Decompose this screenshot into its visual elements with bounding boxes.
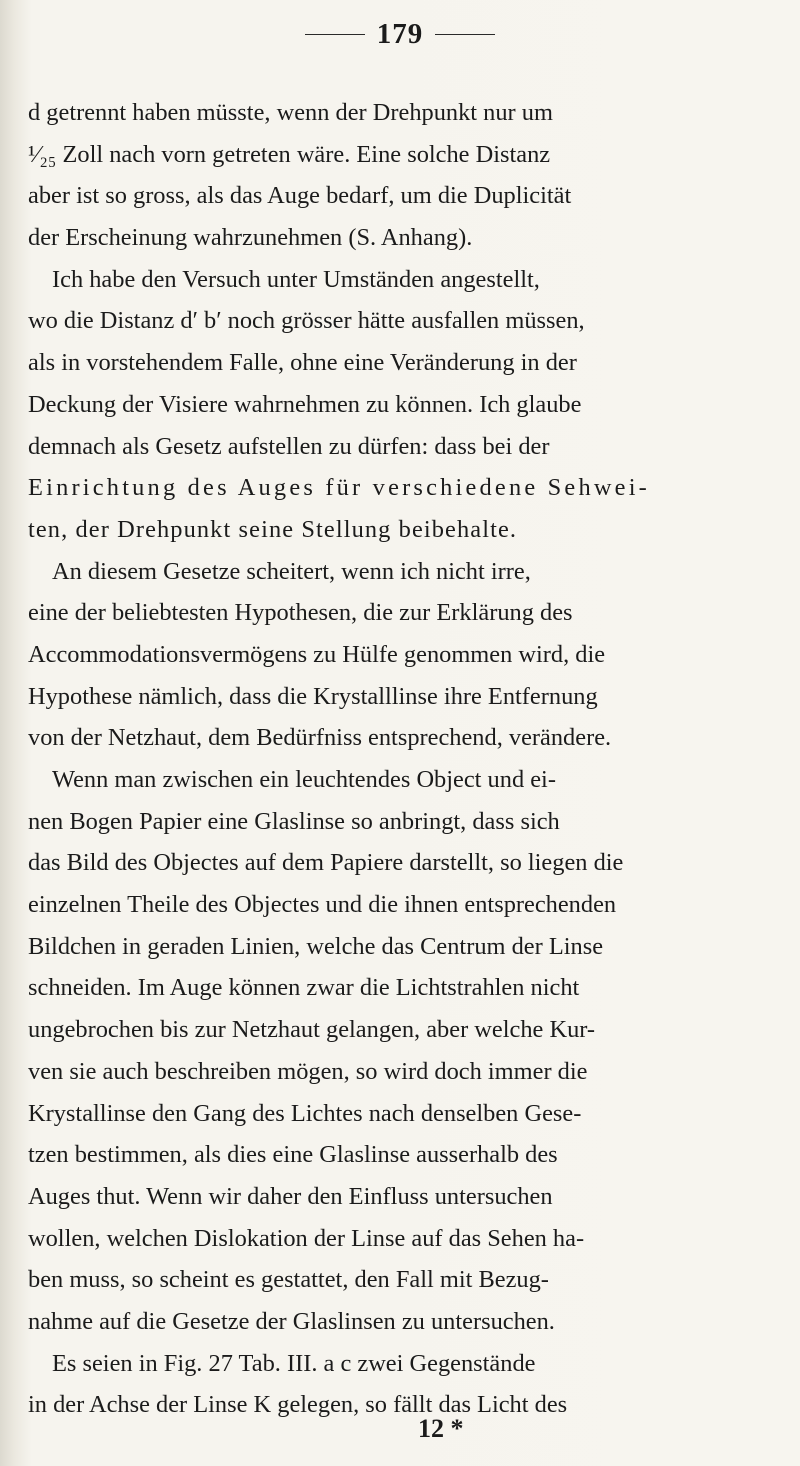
text-line-8: Deckung der Visiere wahrnehmen zu können. Ich glaube: [28, 390, 582, 418]
text-line-28: wollen, welchen Dislokation der Linse auf das Sehen ha-: [28, 1224, 585, 1252]
text-line-23: ungebrochen bis zur Netzhaut gelangen, aber welche Kur-: [28, 1016, 596, 1044]
text-line-22: schneiden. Im Auge können zwar die Lichtstrahlen nicht: [28, 974, 580, 1002]
text-line-1: d getrennt haben müsste, wenn der Drehpunkt nur um: [28, 99, 553, 126]
page-number: 179: [376, 17, 424, 50]
text-line-31: Es seien in Fig. 27 Tab. III. a c zwei Gegenstände: [52, 1349, 536, 1377]
page-header: [0, 14, 800, 54]
text-line-17: Wenn man zwischen ein leuchtendes Object und ei-: [52, 766, 556, 793]
text-line-26: tzen bestimmen, als dies eine Glaslinse ausserhalb des: [28, 1141, 558, 1169]
text-line-19: das Bild des Objectes auf dem Papiere darstellt, so liegen die: [28, 849, 624, 877]
text-line-14: Accommodationsvermögens zu Hülfe genommen wird, die: [28, 640, 606, 668]
text-line-7: als in vorstehendem Falle, ohne eine Veränderung in der: [28, 349, 577, 377]
signature-mark: 12 *: [418, 1414, 464, 1443]
text-line-20: einzelnen Theile des Objectes und die ihnen entsprechenden: [28, 891, 617, 919]
text-line-18: nen Bogen Papier eine Glaslinse so anbringt, dass sich: [28, 807, 560, 835]
text-line-12: An diesem Gesetze scheitert, wenn ich nicht irre,: [52, 557, 531, 585]
body-text: [28, 92, 728, 1426]
text-line-9: demnach als Gesetz aufstellen zu dürfen: dass bei der: [28, 432, 550, 460]
header-rule-left: [305, 34, 365, 35]
text-line-13: eine der beliebtesten Hypothesen, die zur Erklärung des: [28, 599, 573, 627]
text-line-32: in der Achse der Linse K gelegen, so fällt das Licht des: [28, 1391, 568, 1419]
text-line-15: Hypothese nämlich, dass die Krystalllinse ihre Entfernung: [28, 682, 598, 710]
text-line-16: von der Netzhaut, dem Bedürfniss entsprechend, verändere.: [28, 724, 612, 752]
header-rule-right: [435, 34, 495, 35]
text-line-10: Einrichtung des Auges für verschiedene Sehwei-: [28, 474, 650, 502]
text-line-2: ¹⁄₂₅ Zoll nach vorn getreten wäre. Eine solche Distanz: [28, 140, 551, 168]
text-line-11: ten, der Drehpunkt seine Stellung beibehalte.: [28, 515, 518, 543]
text-line-3: aber ist so gross, als das Auge bedarf, um die Duplicität: [28, 182, 572, 210]
text-line-6: wo die Distanz d′ b′ noch grösser hätte ausfallen müssen,: [28, 307, 585, 335]
text-line-24: ven sie auch beschreiben mögen, so wird doch immer die: [28, 1057, 588, 1085]
text-line-25: Krystallinse den Gang des Lichtes nach denselben Gese-: [28, 1099, 582, 1127]
text-line-30: nahme auf die Gesetze der Glaslinsen zu untersuchen.: [28, 1307, 555, 1335]
text-line-29: ben muss, so scheint es gestattet, den Fall mit Bezug-: [28, 1266, 549, 1294]
text-line-21: Bildchen in geraden Linien, welche das Centrum der Linse: [28, 932, 604, 960]
text-line-27: Auges thut. Wenn wir daher den Einfluss untersuchen: [28, 1182, 553, 1210]
text-line-5: Ich habe den Versuch unter Umständen angestellt,: [52, 265, 540, 293]
text-line-4: der Erscheinung wahrzunehmen (S. Anhang).: [28, 224, 473, 252]
